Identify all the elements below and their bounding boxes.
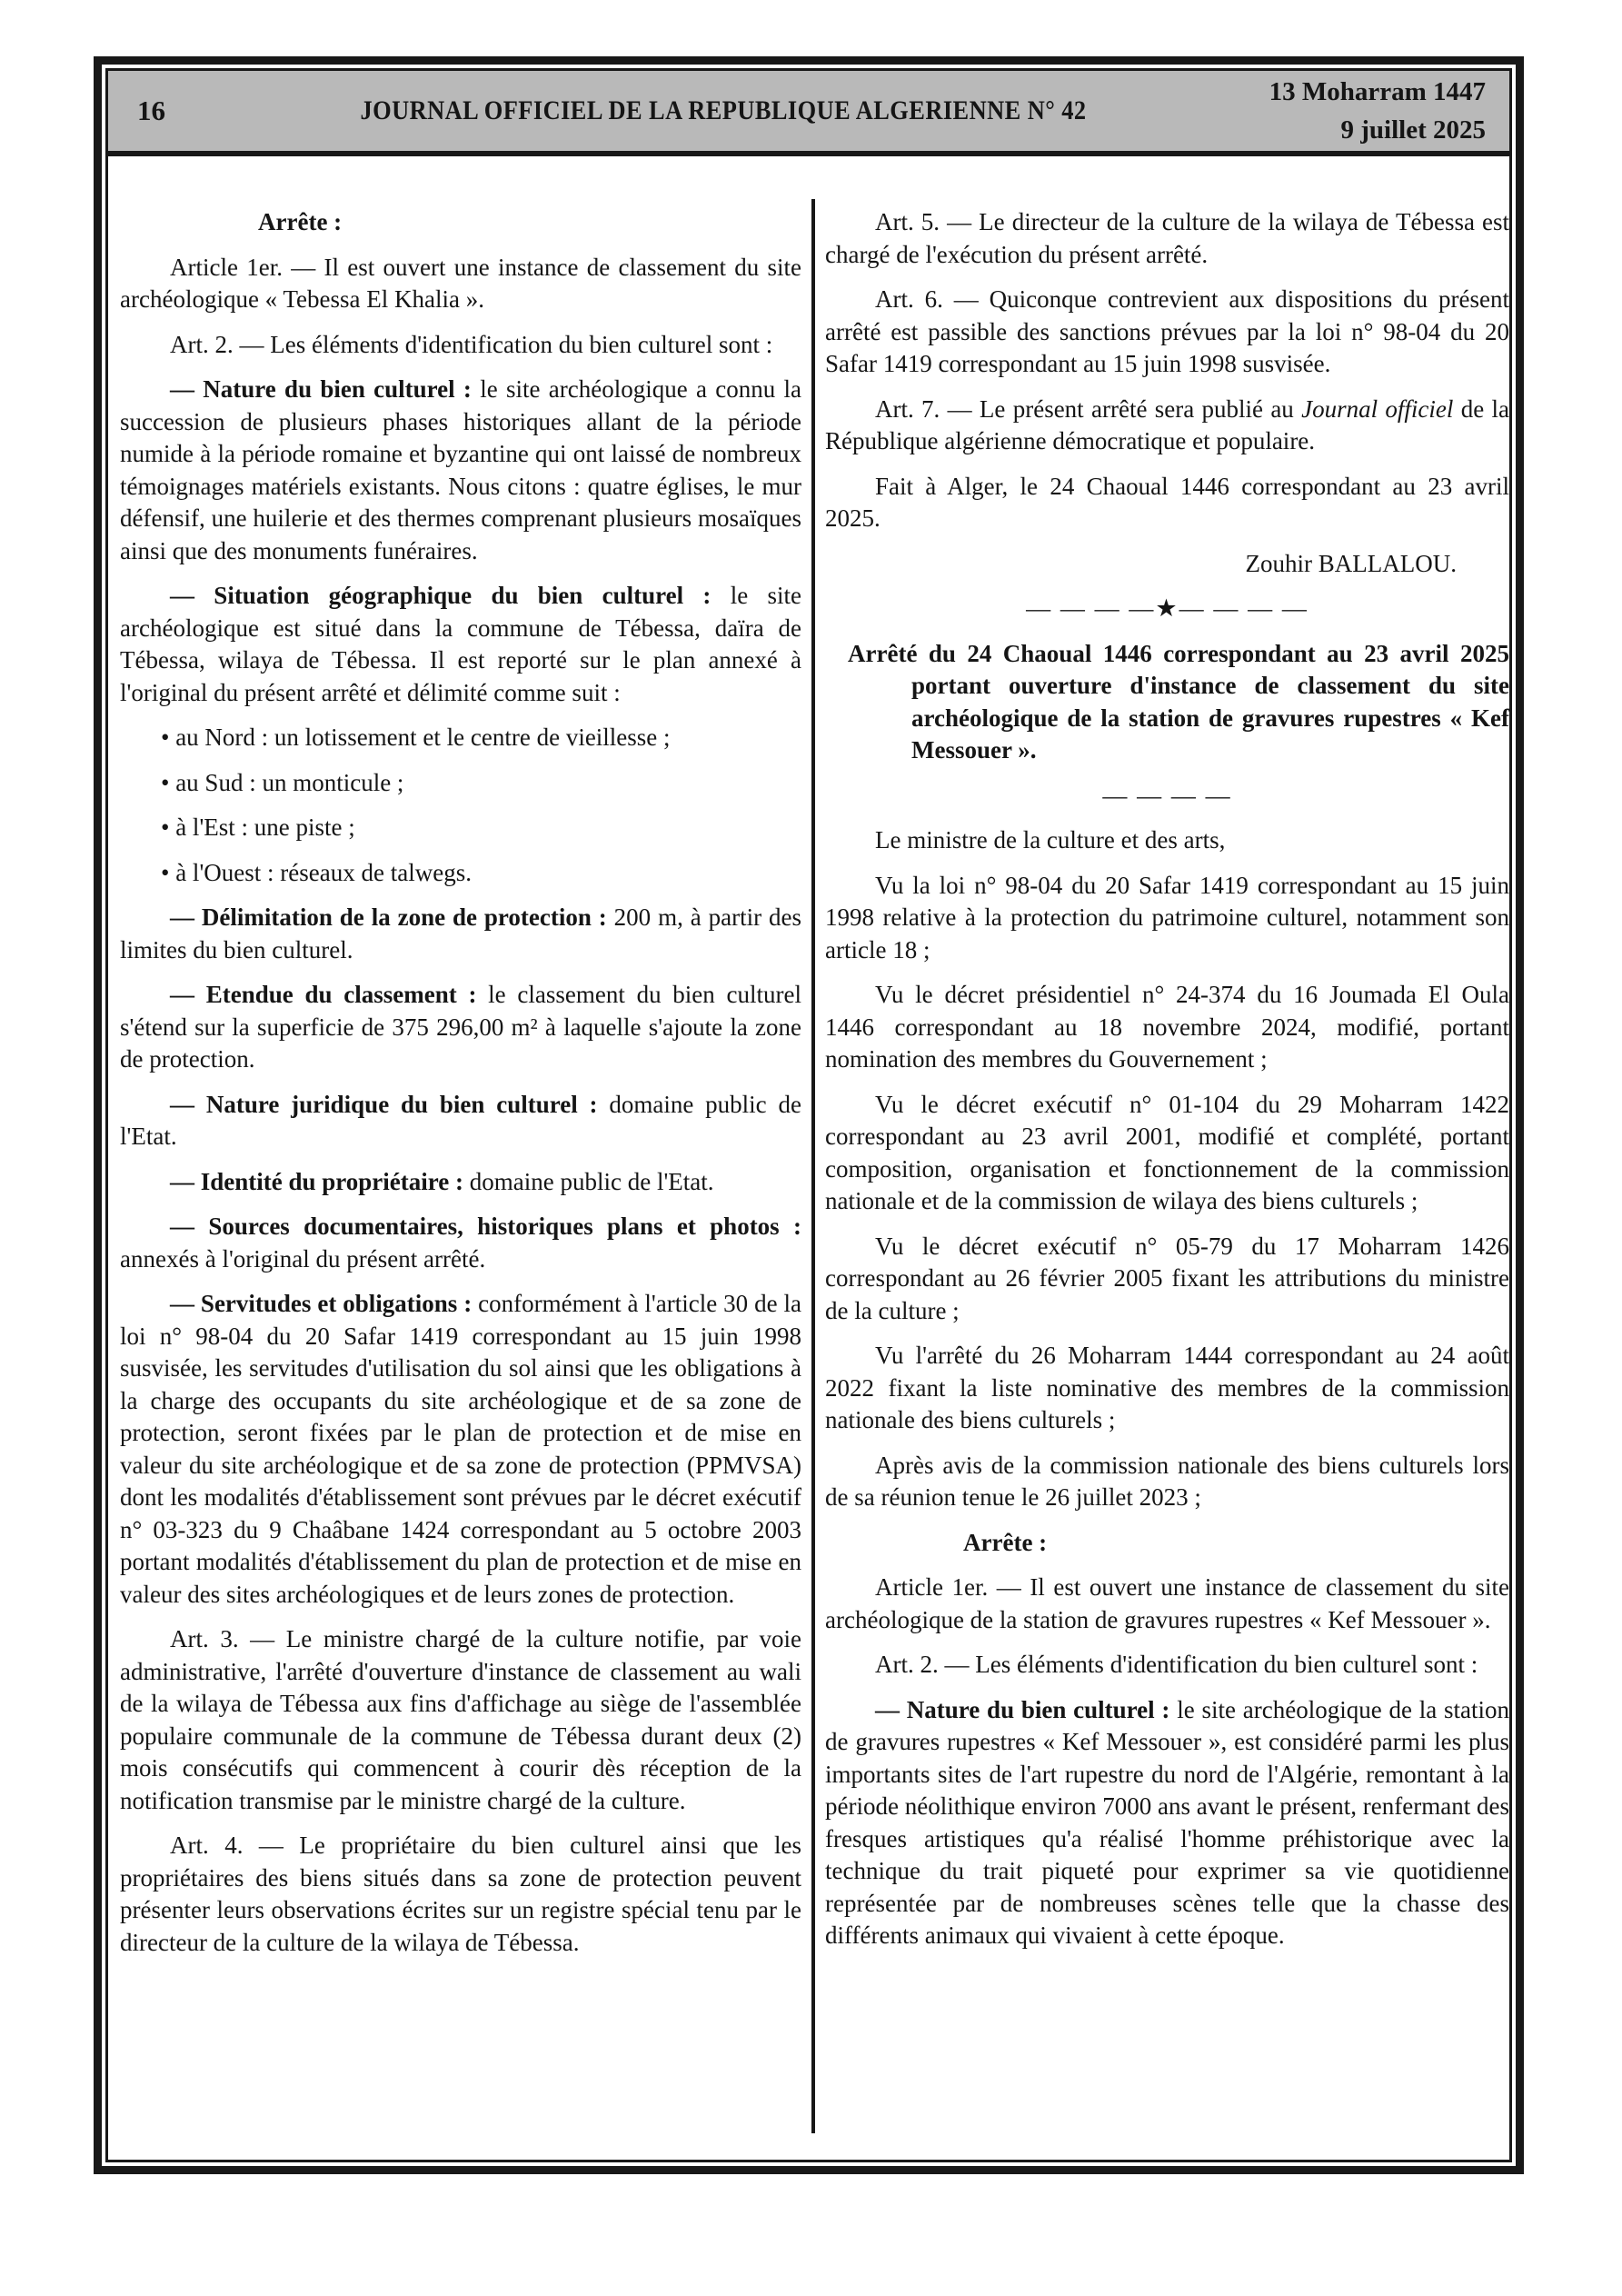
article-7-pre: Art. 7. — Le présent arrêté sera publié au [875, 394, 1302, 423]
journal-title-text: JOURNAL OFFICIEL DE LA REPUBLIQUE ALGERIENNE N° 42 [359, 95, 1087, 125]
sources-text: annexés à l'original du présent arrêté. [120, 1244, 486, 1273]
dash-separator: — — — — [1102, 781, 1232, 809]
apres-avis-commission: Après avis de la commission nationale des biens culturels lors de sa réunion tenue le 26 juillet 2023 ; [825, 1451, 1509, 1511]
article-3: Art. 3. — Le ministre chargé de la culture notifie, par voie administrative, l'arrêté d'ouverture d'instance de classement au wali de la wilaya de Tébessa aux fins d'affichage au siège de l'assemblée populaire communale de la commune de Tébessa durant deux (2) mois consécutifs qui commencent à courir dès réception de la notification transmise par le ministre chargé de la culture. [120, 1625, 801, 1814]
limite-nord: • au Nord : un lotissement et le centre de vieillesse ; [161, 724, 671, 751]
article-2-right: Art. 2. — Les éléments d'identification du bien culturel sont : [875, 1651, 1478, 1678]
sources-lead: — Sources documentaires, historiques plans et photos : [170, 1213, 801, 1240]
vu-decret-presidentiel-24-374: Vu le décret présidentiel n° 24-374 du 16 Joumada El Oula 1446 correspondant au 18 novembre 2024, modifié, portant nomination des membres du Gouvernement ; [825, 981, 1509, 1073]
identite-lead: — Identité du propriétaire : [170, 1167, 463, 1195]
vu-decret-executif-05-79: Vu le décret exécutif n° 05-79 du 17 Moharram 1426 correspondant au 26 février 2005 fixant les attributions du ministre de la culture ; [825, 1232, 1509, 1324]
article-7-post: de la République algérienne démocratique et populaire. [825, 394, 1509, 454]
identite-proprietaire [120, 1166, 801, 1199]
article-5: Art. 5. — Le directeur de la culture de la wilaya de Tébessa est chargé de l'exécution du présent arrêté. [825, 208, 1509, 268]
delimitation-lead: — Délimitation de la zone de protection : [170, 903, 607, 931]
limite-est: • à l'Est : une piste ; [161, 814, 355, 841]
page-frame [94, 56, 1524, 2174]
delimitation-text: 200 m, à partir des limites du bien culturel. [120, 903, 802, 963]
situation-text: le site archéologique est situé dans la commune de Tébessa, daïra de Tébessa, wilaya de Tébessa. Il est reporté sur le plan annexé à l'original du présent arrêté et délimité comme suit : [120, 582, 801, 706]
nature-text: le site archéologique a connu la succession de plusieurs phases historiques allant de la période numide à la période romaine et byzantine qui ont laissé de nombreux témoignages matériels existants. Nous citons : quatre églises, le mur défensif, une huilerie et des thermes comprenant plusieurs mosaïques ainsi que des monuments funéraires. [120, 375, 801, 564]
fait-a-alger: Fait à Alger, le 24 Chaoual 1446 correspondant au 23 avril 2025. [825, 472, 1509, 532]
servitudes-text: conformément à l'article 30 de la loi n° 98-04 du 20 Safar 1419 correspondant au 15 juin 1998 susvisée, les servitudes d'utilisation du sol ainsi que les obligations à la charge des occupants du site archéologique et de sa zone de protection, seront fixées par le plan de protection et de mise en valeur du site archéologique et de sa zone de protection (PPMVSA) dont les modalités d'établissement sont prévues par le décret exécutif n° 03-323 du 9 Chaâbane 1424 correspondant au 5 octobre 2003 portant modalités d'établissement du plan de protection et de mise en valeur des sites archéologiques et de leurs zones de protection. [120, 1290, 801, 1608]
star-separator: — — — —★— — — — [1026, 594, 1309, 622]
column-divider [811, 199, 815, 2133]
situation-lead: — Situation géographique du bien culturel : [170, 582, 711, 609]
vu-decret-executif-01-104: Vu le décret exécutif n° 01-104 du 29 Moharram 1422 correspondant au 23 avril 2001, modifié et complété, portant composition, organisation et fonctionnement de la commission nationale et de la commission de wilaya des biens culturels ; [825, 1090, 1509, 1214]
date-hijri: 13 Moharram 1447 [1269, 77, 1486, 106]
identite-text: domaine public de l'Etat. [463, 1167, 714, 1195]
nature-lead-right: — Nature du bien culturel : [875, 1695, 1170, 1723]
etendue-lead: — Etendue du classement : [170, 981, 477, 1008]
sources-documentaires [120, 1211, 801, 1275]
page-number: 16 [137, 95, 165, 126]
journal-title [274, 95, 1172, 126]
nature-juridique [120, 1089, 801, 1153]
article-1-right: Article 1er. — Il est ouvert une instance de classement du site archéologique de la station de gravures rupestres « Kef Messouer ». [825, 1573, 1509, 1633]
signature-ballalou: Zouhir BALLALOU. [1245, 549, 1457, 577]
article-4: Art. 4. — Le propriétaire du bien culturel ainsi que les propriétaires des biens situés dans sa zone de protection peuvent présenter leurs observations écrites sur un registre spécial tenu par le directeur de la culture de la wilaya de Tébessa. [120, 1832, 801, 1956]
arrete-label: Arrête : [258, 208, 343, 235]
arrete-label-right: Arrête : [963, 1528, 1048, 1556]
article-6: Art. 6. — Quiconque contrevient aux dispositions du présent arrêté est passible des sanctions prévues par la loi n° 98-04 du 20 Safar 1419 correspondant au 15 juin 1998 susvisée. [825, 285, 1509, 377]
vu-loi-98-04: Vu la loi n° 98-04 du 20 Safar 1419 correspondant au 15 juin 1998 relative à la protection du patrimoine culturel, notamment son article 18 ; [825, 871, 1509, 963]
article-2: Art. 2. — Les éléments d'identification du bien culturel sont : [170, 330, 773, 358]
situation-geographique [120, 580, 801, 709]
date-gregorian: 9 juillet 2025 [1340, 115, 1486, 145]
ministre-culture-arts: Le ministre de la culture et des arts, [875, 826, 1226, 854]
delimitation-zone [120, 902, 801, 966]
vu-arrete-26-moharram-1444: Vu l'arrêté du 26 Moharram 1444 correspondant au 24 août 2022 fixant la liste nominative des membres de la commission nationale des biens culturels ; [825, 1342, 1509, 1433]
nature-bien-culturel [120, 374, 801, 567]
etendue-text: le classement du bien culturel s'étend sur la superficie de 375 296,00 m² à laquelle s'ajoute la zone de protection. [120, 981, 801, 1073]
masthead [108, 71, 1509, 156]
page-frame-inner [105, 68, 1512, 2162]
limite-sud: • au Sud : un monticule ; [161, 768, 404, 796]
limite-ouest: • à l'Ouest : réseaux de talwegs. [161, 858, 472, 886]
right-column [825, 206, 1509, 1965]
journal-officiel-italic: Journal officiel [1301, 394, 1454, 423]
article-1: Article 1er. — Il est ouvert une instance de classement du site archéologique « Tebessa El Khalia ». [120, 253, 801, 313]
servitudes-obligations [120, 1288, 801, 1611]
page-content [108, 156, 1509, 2160]
etendue-classement [120, 979, 801, 1076]
left-column [120, 206, 801, 1972]
nature-juridique-lead: — Nature juridique du bien culturel : [170, 1090, 598, 1118]
servitudes-lead: — Servitudes et obligations : [170, 1290, 473, 1317]
nature-juridique-text: domaine public de l'Etat. [120, 1090, 801, 1150]
masthead-dates [1172, 73, 1509, 149]
arrete-kef-messouer-heading: Arrêté du 24 Chaoual 1446 correspondant au 23 avril 2025 portant ouverture d'instance de classement du site archéologique de la station de gravures rupestres « Kef Messouer ». [848, 639, 1509, 764]
nature-bien-culturel-right [825, 1694, 1509, 1952]
nature-lead: — Nature du bien culturel : [170, 375, 472, 403]
article-7 [825, 394, 1509, 458]
nature-text-right: le site archéologique de la station de gravures rupestres « Kef Messouer », est considéré parmi les plus importants sites de l'art rupestre du nord de l'Algérie, remontant à la période néolithique environ 7000 ans avant le présent, renfermant des fresques artistiques qu'a réalisé l'homme préhistorique avec la technique du trait piqueté pour exprimer sa vie quotidienne représentée par de nombreuses scènes telle que la chasse des différents animaux qui vivaient à cette époque. [825, 1695, 1509, 1949]
